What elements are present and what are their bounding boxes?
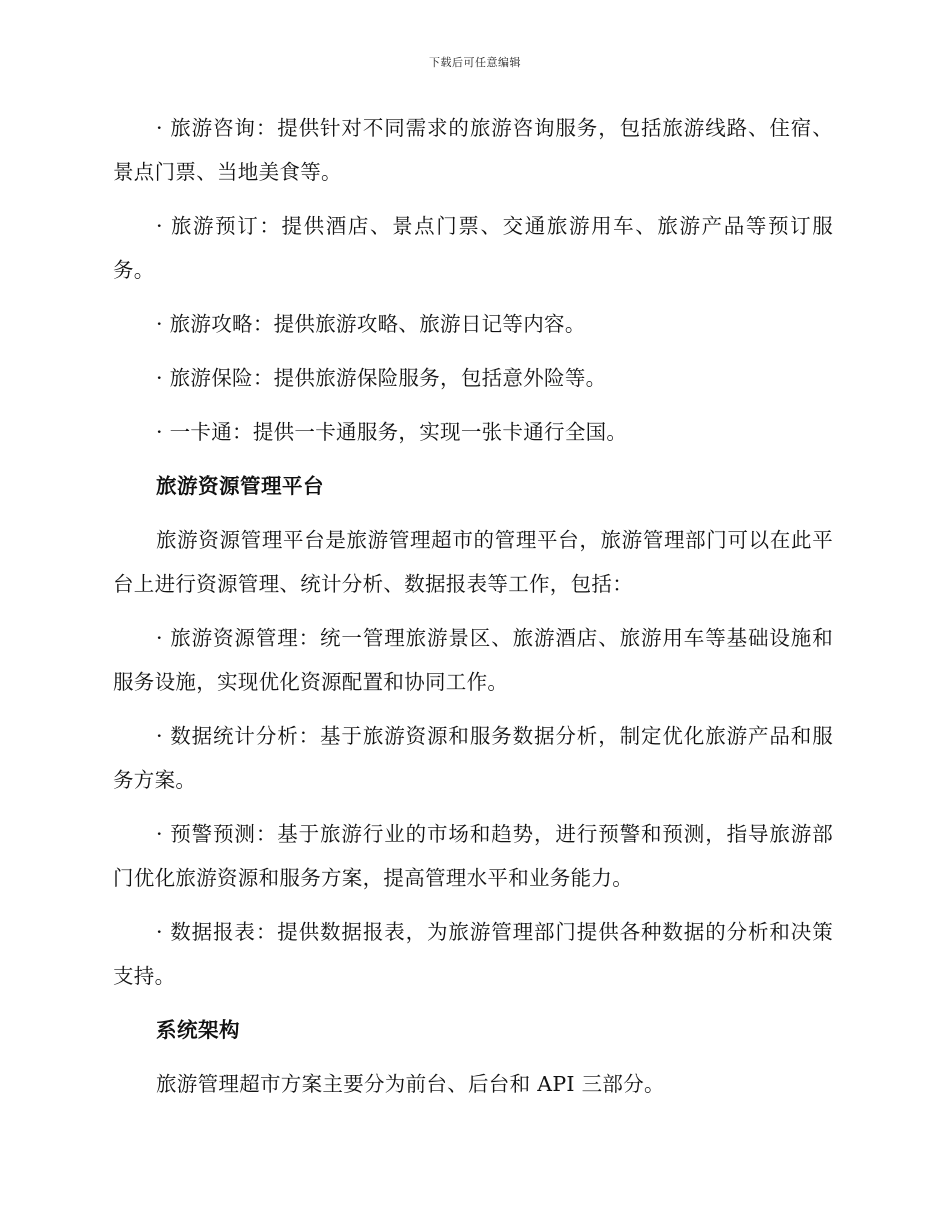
list-item-travel-consulting: · 旅游咨询：提供针对不同需求的旅游咨询服务，包括旅游线路、住宿、景点门票、当地美食等。: [113, 116, 833, 184]
paragraph-architecture-intro: 旅游管理超市方案主要分为前台、后台和 API 三部分。: [156, 1072, 665, 1096]
list-item-early-warning: · 预警预测：基于旅游行业的市场和趋势，进行预警和预测，指导旅游部门优化旅游资源和服务方案，提高管理水平和业务能力。: [113, 822, 833, 890]
list-item-travel-guides: · 旅游攻略：提供旅游攻略、旅游日记等内容。: [156, 312, 586, 336]
section-heading-resource-platform: 旅游资源管理平台: [156, 474, 324, 498]
page-header-note: 下载后可任意编辑: [429, 56, 521, 69]
list-item-travel-insurance: · 旅游保险：提供旅游保险服务，包括意外险等。: [156, 366, 607, 390]
list-item-one-card: · 一卡通：提供一卡通服务，实现一张卡通行全国。: [156, 420, 628, 444]
list-item-data-reports: · 数据报表：提供数据报表，为旅游管理部门提供各种数据的分析和决策支持。: [113, 920, 833, 988]
list-item-resource-management: · 旅游资源管理：统一管理旅游景区、旅游酒店、旅游用车等基础设施和服务设施，实现优化资源配置和协同工作。: [113, 626, 833, 694]
document-body: [113, 106, 833, 1106]
paragraph-resource-platform-intro: 旅游资源管理平台是旅游管理超市的管理平台，旅游管理部门可以在此平台上进行资源管理、统计分析、数据报表等工作，包括：: [113, 528, 833, 596]
list-item-travel-booking: · 旅游预订：提供酒店、景点门票、交通旅游用车、旅游产品等预订服务。: [113, 214, 833, 282]
section-heading-system-architecture: 系统架构: [156, 1018, 240, 1042]
list-item-data-analysis: · 数据统计分析：基于旅游资源和服务数据分析，制定优化旅游产品和服务方案。: [113, 724, 833, 792]
